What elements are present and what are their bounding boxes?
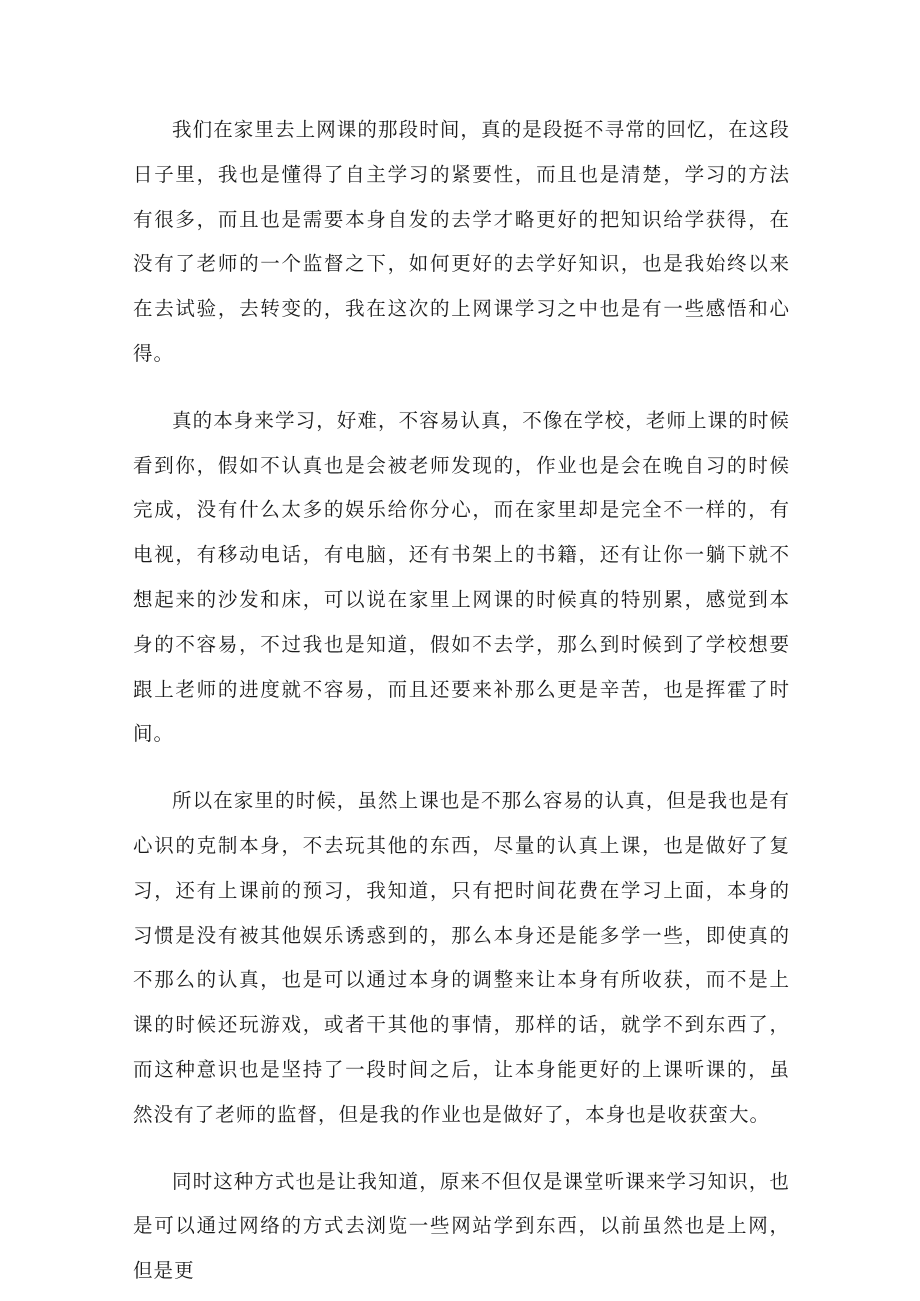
document-body [133,108,790,1294]
paragraph-1: 我们在家里去上网课的那段时间，真的是段挺不寻常的回忆，在这段日子里，我也是懂得了自主学习的紧要性，而且也是清楚，学习的方法有很多，而且也是需要本身自发的去学才略更好的把知识给学获得，在没有了老师的一个监督之下，如何更好的去学好知识，也是我始终以来在去试验，去转变的，我在这次的上网课学习之中也是有一些感悟和心得。 [133,118,790,365]
paragraph-4: 同时这种方式也是让我知道，原来不但仅是课堂听课来学习知识，也是可以通过网络的方式去浏览一些网站学到东西，以前虽然也是上网，但是更 [133,1169,790,1283]
paragraph-2: 真的本身来学习，好难，不容易认真，不像在学校，老师上课的时候看到你，假如不认真也是会被老师发现的，作业也是会在晚自习的时候完成，没有什么太多的娱乐给你分心，而在家里却是完全不一样的，有电视，有移动电话，有电脑，还有书架上的书籍，还有让你一躺下就不想起来的沙发和床，可以说在家里上网课的时候真的特别累，感觉到本身的不容易，不过我也是知道，假如不去学，那么到时候到了学校想要跟上老师的进度就不容易，而且还要来补那么更是辛苦，也是挥霍了时间。 [133,408,790,746]
paragraph-3: 所以在家里的时候，虽然上课也是不那么容易的认真，但是我也是有心识的克制本身，不去玩其他的东西，尽量的认真上课，也是做好了复习，还有上课前的预习，我知道，只有把时间花费在学习上面，本身的习惯是没有被其他娱乐诱惑到的，那么本身还是能多学一些，即使真的不那么的认真，也是可以通过本身的调整来让本身有所收获，而不是上课的时候还玩游戏，或者干其他的事情，那样的话，就学不到东西了，而这种意识也是坚持了一段时间之后，让本身能更好的上课听课的，虽然没有了老师的监督，但是我的作业也是做好了，本身也是收获蛮大。 [133,789,790,1126]
